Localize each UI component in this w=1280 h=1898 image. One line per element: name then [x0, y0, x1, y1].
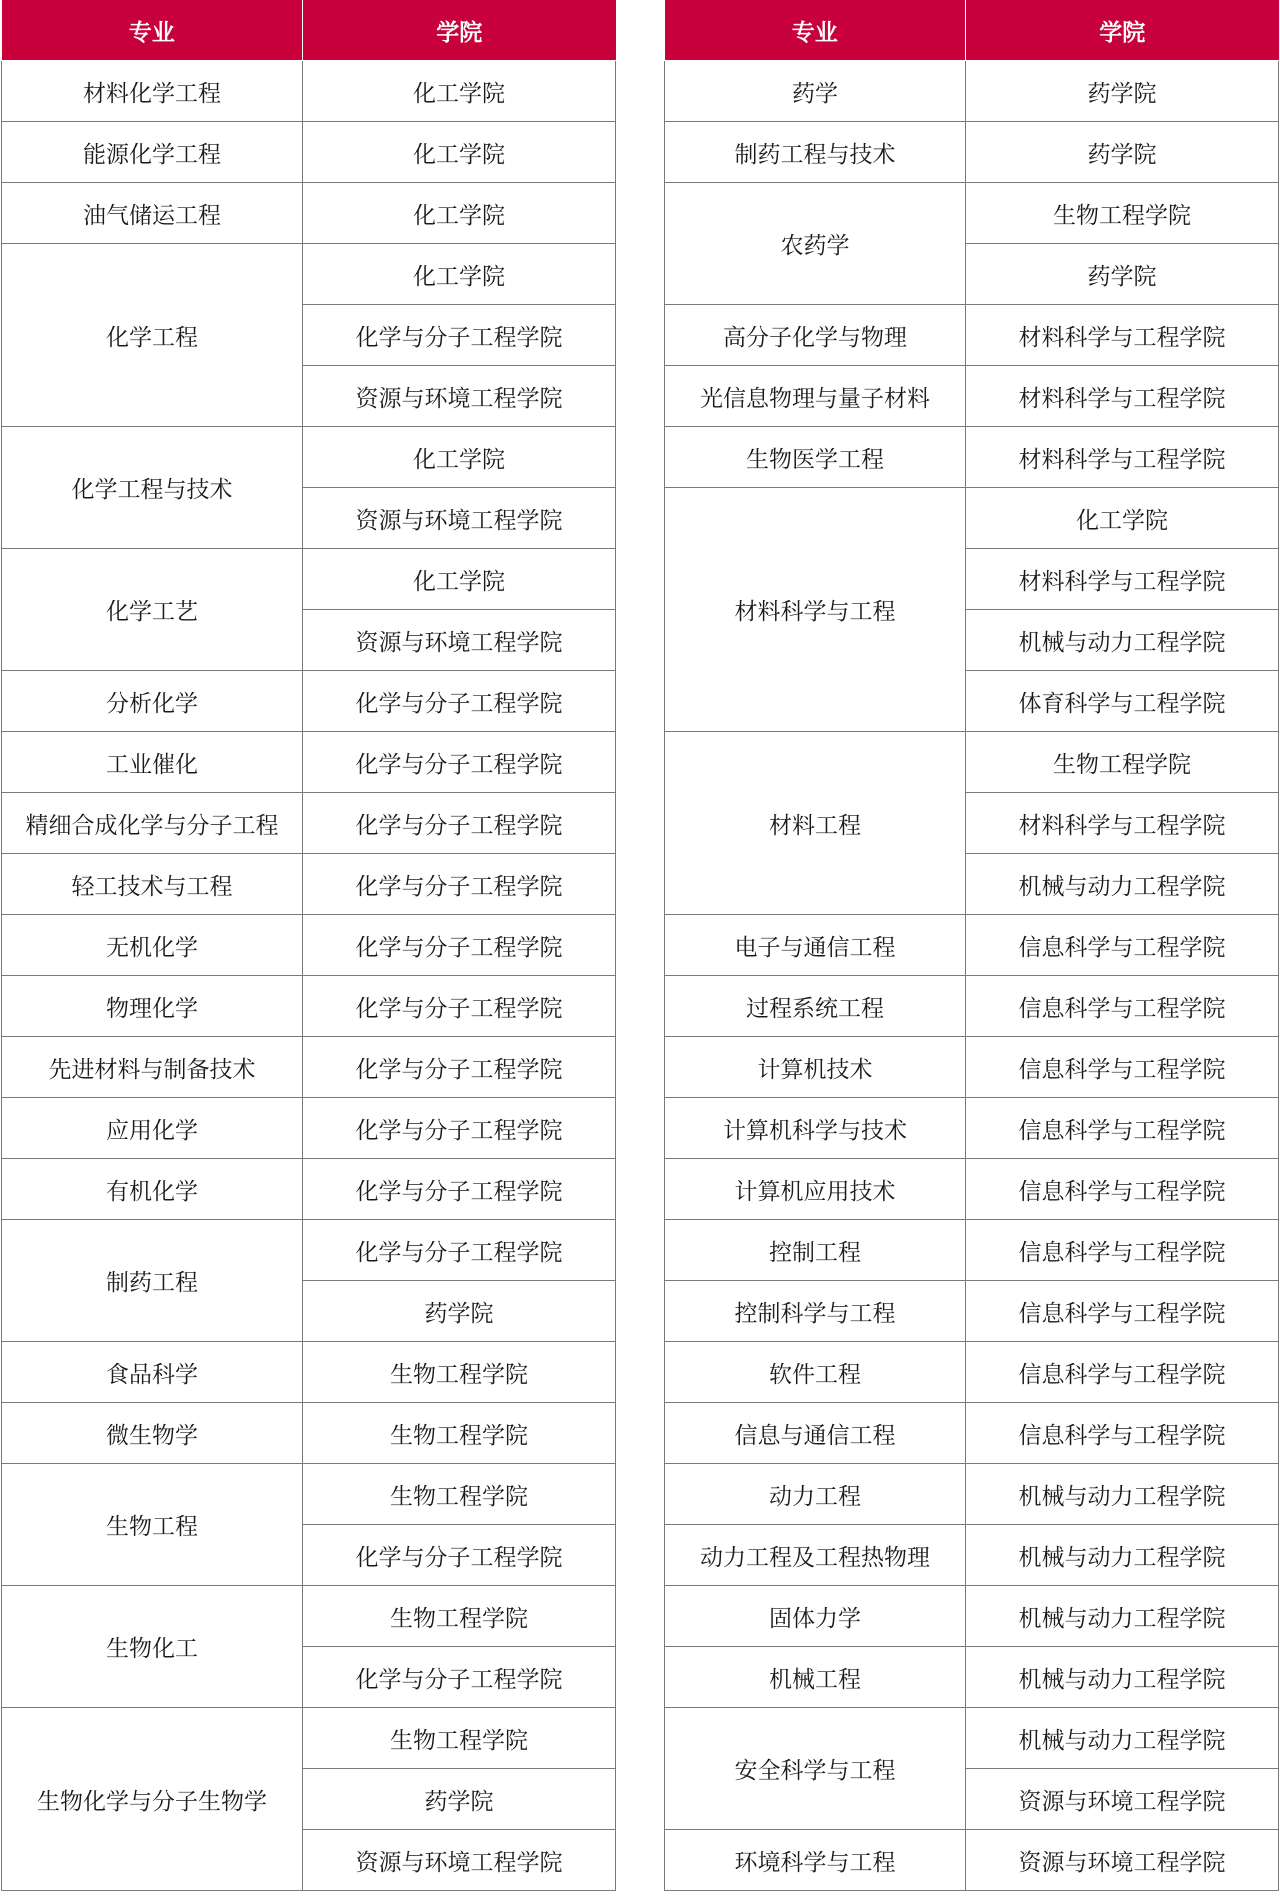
major-cell: 信息与通信工程: [665, 1403, 966, 1464]
table-row: [665, 61, 1279, 122]
table-row: [2, 1586, 616, 1647]
table-row: [2, 1098, 616, 1159]
college-cell: 化学与分子工程学院: [303, 1647, 616, 1708]
college-cell: 材料科学与工程学院: [966, 427, 1279, 488]
header-major: 专业: [2, 0, 303, 61]
table-row: [2, 61, 616, 122]
college-cell: 体育科学与工程学院: [966, 671, 1279, 732]
major-cell: 油气储运工程: [2, 183, 303, 244]
major-cell: 计算机科学与技术: [665, 1098, 966, 1159]
college-cell: 资源与环境工程学院: [303, 610, 616, 671]
college-cell: 化学与分子工程学院: [303, 305, 616, 366]
major-cell: 固体力学: [665, 1586, 966, 1647]
college-cell: 化学与分子工程学院: [303, 854, 616, 915]
college-cell: 化学与分子工程学院: [303, 1220, 616, 1281]
college-cell: 生物工程学院: [303, 1403, 616, 1464]
major-cell: 生物化工: [2, 1586, 303, 1708]
college-cell: 化工学院: [303, 427, 616, 488]
table-row: [665, 1403, 1279, 1464]
major-cell: 工业催化: [2, 732, 303, 793]
major-cell: 应用化学: [2, 1098, 303, 1159]
college-cell: 材料科学与工程学院: [966, 305, 1279, 366]
college-cell: 机械与动力工程学院: [966, 610, 1279, 671]
college-cell: 机械与动力工程学院: [966, 1525, 1279, 1586]
table-row: [2, 549, 616, 610]
table-row: [2, 854, 616, 915]
college-cell: 信息科学与工程学院: [966, 1037, 1279, 1098]
major-cell: 安全科学与工程: [665, 1708, 966, 1830]
college-cell: 机械与动力工程学院: [966, 1586, 1279, 1647]
table-row: [2, 1342, 616, 1403]
table-row: [2, 793, 616, 854]
college-cell: 生物工程学院: [303, 1586, 616, 1647]
college-cell: 信息科学与工程学院: [966, 915, 1279, 976]
college-cell: 化工学院: [303, 122, 616, 183]
major-cell: 化学工程: [2, 244, 303, 427]
college-cell: 化学与分子工程学院: [303, 793, 616, 854]
major-cell: 食品科学: [2, 1342, 303, 1403]
college-cell: 生物工程学院: [966, 183, 1279, 244]
table-row: [665, 1220, 1279, 1281]
table-row: [665, 1586, 1279, 1647]
right-major-table: [664, 0, 1279, 1891]
college-cell: 药学院: [303, 1769, 616, 1830]
table-row: [665, 1037, 1279, 1098]
major-cell: 化学工程与技术: [2, 427, 303, 549]
college-cell: 机械与动力工程学院: [966, 1647, 1279, 1708]
major-cell: 控制工程: [665, 1220, 966, 1281]
table-body: [665, 61, 1279, 1891]
table-row: [665, 1647, 1279, 1708]
college-cell: 信息科学与工程学院: [966, 1159, 1279, 1220]
major-cell: 农药学: [665, 183, 966, 305]
table-row: [2, 915, 616, 976]
table-row: [665, 976, 1279, 1037]
table-row: [2, 732, 616, 793]
major-cell: 生物工程: [2, 1464, 303, 1586]
college-cell: 资源与环境工程学院: [303, 366, 616, 427]
college-cell: 生物工程学院: [303, 1464, 616, 1525]
table-row: [2, 1464, 616, 1525]
major-cell: 环境科学与工程: [665, 1830, 966, 1891]
college-cell: 化学与分子工程学院: [303, 1525, 616, 1586]
college-cell: 材料科学与工程学院: [966, 549, 1279, 610]
college-cell: 机械与动力工程学院: [966, 1708, 1279, 1769]
college-cell: 资源与环境工程学院: [966, 1830, 1279, 1891]
table-row: [665, 1464, 1279, 1525]
major-cell: 轻工技术与工程: [2, 854, 303, 915]
table-row: [2, 671, 616, 732]
college-cell: 资源与环境工程学院: [303, 1830, 616, 1891]
major-cell: 分析化学: [2, 671, 303, 732]
table-row: [2, 244, 616, 305]
table-row: [665, 1281, 1279, 1342]
college-cell: 化学与分子工程学院: [303, 976, 616, 1037]
major-cell: 先进材料与制备技术: [2, 1037, 303, 1098]
table-row: [2, 427, 616, 488]
table-body: [2, 61, 616, 1891]
major-cell: 化学工艺: [2, 549, 303, 671]
table-row: [2, 976, 616, 1037]
table-row: [665, 1342, 1279, 1403]
table-row: [2, 1037, 616, 1098]
major-cell: 制药工程与技术: [665, 122, 966, 183]
college-cell: 化学与分子工程学院: [303, 1098, 616, 1159]
major-cell: 精细合成化学与分子工程: [2, 793, 303, 854]
college-cell: 化工学院: [966, 488, 1279, 549]
college-cell: 生物工程学院: [303, 1708, 616, 1769]
table-row: [2, 122, 616, 183]
college-cell: 信息科学与工程学院: [966, 1220, 1279, 1281]
table-row: [2, 1708, 616, 1769]
college-cell: 机械与动力工程学院: [966, 1464, 1279, 1525]
table-header-row: [2, 0, 616, 61]
college-cell: 机械与动力工程学院: [966, 854, 1279, 915]
table-row: [2, 183, 616, 244]
college-cell: 信息科学与工程学院: [966, 1342, 1279, 1403]
major-cell: 电子与通信工程: [665, 915, 966, 976]
major-cell: 动力工程: [665, 1464, 966, 1525]
major-cell: 光信息物理与量子材料: [665, 366, 966, 427]
table-row: [665, 305, 1279, 366]
table-row: [665, 1525, 1279, 1586]
major-cell: 材料科学与工程: [665, 488, 966, 732]
major-cell: 过程系统工程: [665, 976, 966, 1037]
major-cell: 计算机技术: [665, 1037, 966, 1098]
major-cell: 软件工程: [665, 1342, 966, 1403]
major-cell: 生物化学与分子生物学: [2, 1708, 303, 1891]
major-cell: 制药工程: [2, 1220, 303, 1342]
college-cell: 化学与分子工程学院: [303, 1159, 616, 1220]
table-row: [665, 1098, 1279, 1159]
major-cell: 物理化学: [2, 976, 303, 1037]
table-row: [665, 122, 1279, 183]
college-cell: 化工学院: [303, 549, 616, 610]
table-header-row: [665, 0, 1279, 61]
major-cell: 动力工程及工程热物理: [665, 1525, 966, 1586]
college-cell: 化学与分子工程学院: [303, 1037, 616, 1098]
table-row: [665, 427, 1279, 488]
college-cell: 药学院: [303, 1281, 616, 1342]
major-cell: 有机化学: [2, 1159, 303, 1220]
college-cell: 信息科学与工程学院: [966, 1281, 1279, 1342]
major-cell: 材料化学工程: [2, 61, 303, 122]
major-cell: 能源化学工程: [2, 122, 303, 183]
table-row: [665, 1830, 1279, 1891]
table-row: [665, 1708, 1279, 1769]
college-cell: 药学院: [966, 61, 1279, 122]
college-cell: 化学与分子工程学院: [303, 671, 616, 732]
major-cell: 机械工程: [665, 1647, 966, 1708]
major-cell: 无机化学: [2, 915, 303, 976]
header-college: 学院: [966, 0, 1279, 61]
major-cell: 计算机应用技术: [665, 1159, 966, 1220]
college-cell: 化工学院: [303, 183, 616, 244]
college-cell: 化工学院: [303, 61, 616, 122]
header-major: 专业: [665, 0, 966, 61]
table-row: [665, 915, 1279, 976]
table-row: [665, 183, 1279, 244]
college-cell: 化工学院: [303, 244, 616, 305]
major-cell: 材料工程: [665, 732, 966, 915]
college-cell: 信息科学与工程学院: [966, 976, 1279, 1037]
college-cell: 生物工程学院: [966, 732, 1279, 793]
college-cell: 化学与分子工程学院: [303, 915, 616, 976]
college-cell: 材料科学与工程学院: [966, 793, 1279, 854]
table-row: [2, 1159, 616, 1220]
major-cell: 控制科学与工程: [665, 1281, 966, 1342]
table-row: [665, 732, 1279, 793]
major-cell: 生物医学工程: [665, 427, 966, 488]
major-cell: 药学: [665, 61, 966, 122]
table-row: [2, 1220, 616, 1281]
college-cell: 药学院: [966, 244, 1279, 305]
college-cell: 信息科学与工程学院: [966, 1098, 1279, 1159]
left-major-table: [1, 0, 616, 1891]
college-cell: 资源与环境工程学院: [303, 488, 616, 549]
table-row: [665, 488, 1279, 549]
table-row: [2, 1403, 616, 1464]
college-cell: 材料科学与工程学院: [966, 366, 1279, 427]
college-cell: 资源与环境工程学院: [966, 1769, 1279, 1830]
college-cell: 信息科学与工程学院: [966, 1403, 1279, 1464]
major-cell: 微生物学: [2, 1403, 303, 1464]
table-row: [665, 366, 1279, 427]
major-cell: 高分子化学与物理: [665, 305, 966, 366]
college-cell: 化学与分子工程学院: [303, 732, 616, 793]
table-row: [665, 1159, 1279, 1220]
header-college: 学院: [303, 0, 616, 61]
college-cell: 生物工程学院: [303, 1342, 616, 1403]
college-cell: 药学院: [966, 122, 1279, 183]
